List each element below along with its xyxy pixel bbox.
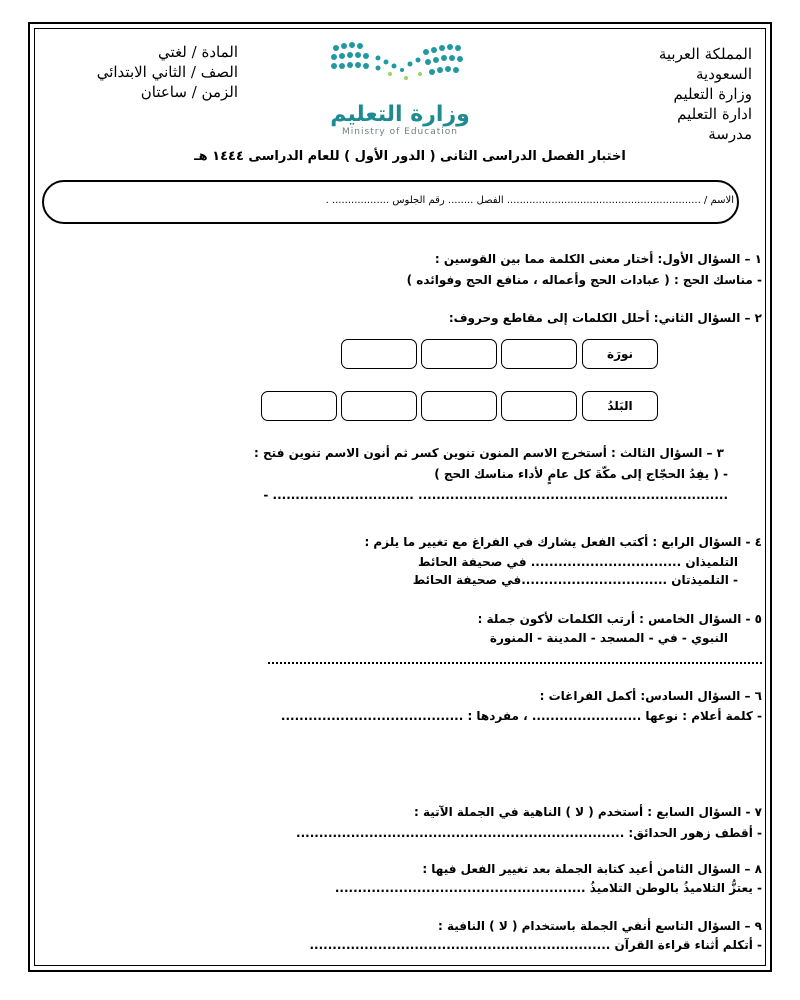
question-3-answer-line[interactable]: - ............................... .................................................................... bbox=[263, 488, 728, 502]
header-grade: الصف / الثاني الابتدائي bbox=[96, 63, 238, 81]
question-9-line[interactable]: - أتكلم أثناء قراءة القرآن .................................................................. bbox=[309, 938, 762, 952]
student-info-line[interactable]: الاسم / ............................................................. الفصل ........ رقم الجلوس .................. . bbox=[325, 195, 734, 206]
header-ministry: وزارة التعليم bbox=[673, 85, 752, 103]
header-duration: الزمن / ساعتان bbox=[140, 83, 238, 101]
header-country-2: السعودية bbox=[695, 65, 752, 83]
question-4-line-1[interactable]: التلميذان ................................. في صحيفة الحائط bbox=[418, 555, 738, 569]
question-4-title: ٤ - السؤال الرابع : أكتب الفعل يشارك في الفراغ مع تغيير ما يلزم : bbox=[364, 535, 762, 549]
header-right-block bbox=[572, 44, 752, 144]
question-3-line: - ( يفِدُ الحجّاج إلى مكّةَ كل عامٍ لأداء مناسك الحج ) bbox=[434, 467, 728, 481]
syllable-answer-box[interactable] bbox=[261, 391, 337, 421]
header-subject: المادة / لغتي bbox=[158, 43, 238, 61]
syllable-answer-box[interactable] bbox=[421, 391, 497, 421]
question-2-title: ٢ – السؤال الثاني: أحلل الكلمات إلى مقاطع وحروف: bbox=[448, 311, 762, 325]
question-6-line[interactable]: - كلمة أعلام : نوعها ........................ ، مفردها : ........................................ bbox=[280, 709, 762, 723]
syllable-answer-box[interactable] bbox=[341, 339, 417, 369]
logo-english-text: Ministry of Education bbox=[342, 127, 458, 137]
header-country: المملكة العربية bbox=[658, 45, 752, 63]
question-8-title: ٨ – السؤال الثامن أعيد كتابة الجملة بعد تغيير الفعل فيها : bbox=[422, 862, 762, 876]
header-left-block bbox=[70, 42, 238, 102]
question-1-title: ١ – السؤال الأول: أختار معنى الكلمة مما بين القوسين : bbox=[434, 252, 762, 266]
syllable-word-box-1: نورَة bbox=[582, 339, 658, 369]
question-8-line[interactable]: - يعتزُّ التلاميذُ بالوطن التلاميذُ ....................................................... bbox=[334, 881, 762, 895]
ministry-logo bbox=[320, 40, 480, 136]
question-5-answer-line[interactable] bbox=[268, 660, 762, 664]
question-1-line: - مناسك الحج : ( عبادات الحج وأعماله ، منافع الحج وفوائده ) bbox=[406, 273, 762, 287]
syllable-word-box-2: البَلدُ bbox=[582, 391, 658, 421]
logo-arabic-text: وزارة التعليم bbox=[330, 102, 470, 127]
logo-dots-icon bbox=[320, 40, 480, 92]
syllable-answer-box[interactable] bbox=[341, 391, 417, 421]
header-administration: ادارة التعليم bbox=[677, 105, 752, 123]
question-7-title: ٧ - السؤال السابع : أستخدم ( لا ) الناهية في الجملة الآتية : bbox=[414, 805, 762, 819]
question-6-title: ٦ – السؤال السادس: أكمل الفراغات : bbox=[539, 689, 762, 703]
syllable-answer-box[interactable] bbox=[421, 339, 497, 369]
question-9-title: ٩ – السؤال التاسع أنفي الجملة باستخدام ( لا ) النافية : bbox=[437, 919, 762, 933]
syllable-answer-box[interactable] bbox=[501, 391, 577, 421]
exam-title: اختبار الفصل الدراسى الثانى ( الدور الأول ) للعام الدراسى ١٤٤٤ هـ bbox=[194, 149, 626, 164]
question-5-line: النبوي - في - المسجد - المدينة - المنورة bbox=[489, 631, 728, 645]
header-school: مدرسة bbox=[708, 125, 752, 143]
question-7-line[interactable]: - أقطف زهور الحدائق: ........................................................................ bbox=[296, 826, 762, 840]
question-5-title: ٥ - السؤال الخامس : أرتب الكلمات لأكون جملة : bbox=[477, 612, 762, 626]
question-4-line-2[interactable]: - التلميذتان ................................في صحيفة الحائط bbox=[412, 573, 738, 587]
question-3-title: ٣ – السؤال الثالث : أستخرج الاسم المنون تنوين كسر ثم أنون الاسم تنوين فتح : bbox=[254, 446, 724, 460]
syllable-answer-box[interactable] bbox=[501, 339, 577, 369]
